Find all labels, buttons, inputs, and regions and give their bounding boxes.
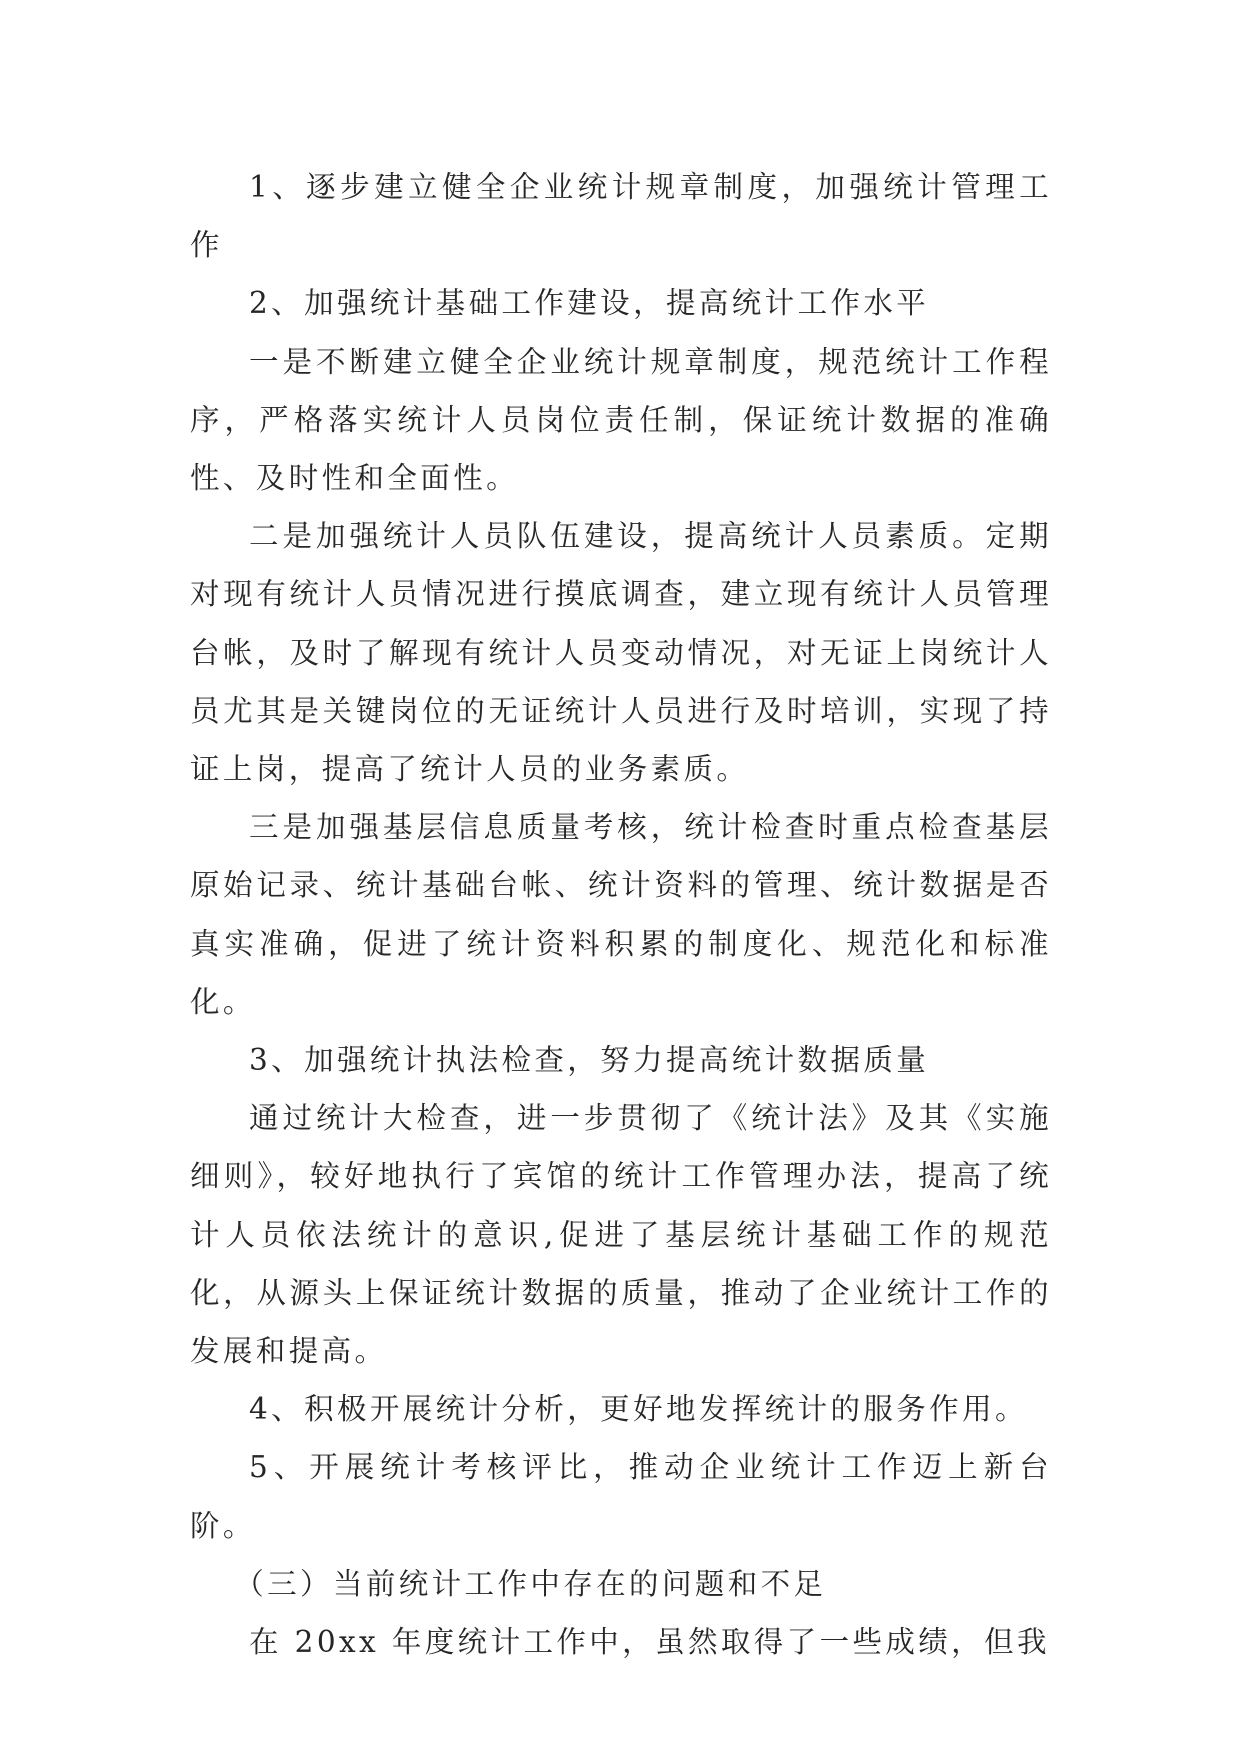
paragraph-item-2: 2、加强统计基础工作建设，提高统计工作水平 bbox=[249, 286, 930, 321]
paragraph-point-two: 二是加强统计人员队伍建设，提高统计人员素质。定期对现有统计人员情况进行摸底调查，建立现有统计人员管理台帐，及时了解现有统计人员变动情况，对无证上岗统计人员尤其是关键岗位的无证统计人员进行及时培训，实现了持证上岗，提高了统计人员的业务素质。 bbox=[190, 519, 1052, 787]
paragraph-point-three: 三是加强基层信息质量考核，统计检查时重点检查基层原始记录、统计基础台帐、统计资料的管理、统计数据是否真实准确，促进了统计资料积累的制度化、规范化和标准化。 bbox=[190, 810, 1052, 1019]
paragraph-item-5: 5、开展统计考核评比，推动企业统计工作迈上新台阶。 bbox=[190, 1450, 1052, 1543]
paragraph-item-3: 3、加强统计执法检查，努力提高统计数据质量 bbox=[249, 1043, 930, 1078]
paragraph-item-1: 1、逐步建立健全企业统计规章制度，加强统计管理工作 bbox=[190, 170, 1052, 263]
document-body bbox=[190, 158, 1052, 1671]
paragraph-point-one: 一是不断建立健全企业统计规章制度，规范统计工作程序，严格落实统计人员岗位责任制，保证统计数据的准确性、及时性和全面性。 bbox=[190, 344, 1052, 496]
paragraph-problems-intro: 在 20xx 年度统计工作中，虽然取得了一些成绩，但我 bbox=[249, 1625, 1050, 1660]
section-heading-problems: （三）当前统计工作中存在的问题和不足 bbox=[234, 1566, 827, 1601]
paragraph-item-4: 4、积极开展统计分析，更好地发挥统计的服务作用。 bbox=[249, 1392, 1028, 1427]
paragraph-enforcement: 通过统计大检查，进一步贯彻了《统计法》及其《实施细则》，较好地执行了宾馆的统计工作管理办法，提高了统计人员依法统计的意识,促进了基层统计基础工作的规范化，从源头上保证统计数据的质量，推动了企业统计工作的发展和提高。 bbox=[190, 1101, 1052, 1369]
